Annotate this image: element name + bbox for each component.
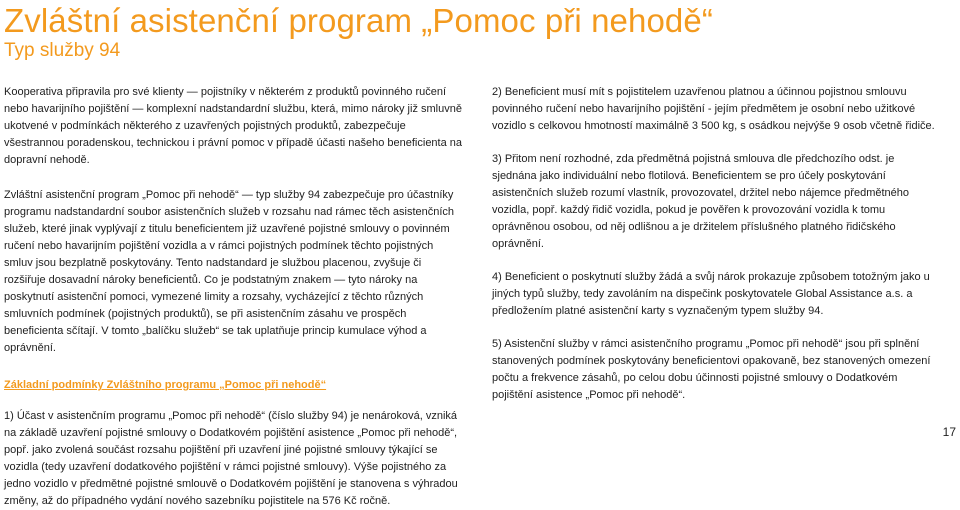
conditions-heading: Základní podmínky Zvláštního programu „Pomoc při nehodě“ [4, 379, 327, 391]
condition-1: 1) Účast v asistenčním programu „Pomoc při nehodě“ (číslo služby 94) je nenároková, vzniká na základě uzavření pojistné smlouvy o Dodatkovém pojištění asistence „Pomoc při nehodě“, popř. jako zvolená součást rozsahu pojištění při uzavření jiné pojistné smlouvy týkající se vozidla (tedy uzavření dodatkového pojištění v rámci pojistné smlouvy). Výše pojistného za jedno vozidlo v předmětné pojistné smlouvě o Dodatkovém pojištění je stanovena s výhradou změny, až do případného vydání nového sazebníku pojistitele na 576 Kč ročně. [4, 410, 458, 507]
intro-paragraph: Kooperativa připravila pro své klienty — pojistníky v některém z produktů povinného ručení nebo havarijního pojištění — komplexní nadstandardní službu, která, mimo nároky již smluvně ukotvené v podmínkách některého z uzavřených pojistných produktů, zabezpečuje všestrannou poradenskou, technickou i právní pomoc v případě účasti našeho beneficienta na dopravní nehodě. [4, 86, 463, 166]
condition-5: 5) Asistenční služby v rámci asistenčního programu „Pomoc při nehodě“ jsou při splnění stanovených podmínek poskytovány beneficientovi opakovaně, bez stanovených omezení počtu a frekvence zásahů, po celou dobu účinnosti pojistné smlouvy o Dodatkovém pojištění asistence „Pomoc při nehodě“. [492, 338, 931, 401]
page-title: Zvláštní asistenční program „Pomoc při nehodě“ [4, 2, 713, 39]
left-column [4, 84, 462, 510]
page-subtitle: Typ služby 94 [4, 40, 121, 61]
condition-3: 3) Přitom není rozhodné, zda předmětná pojistná smlouva dle předchozího odst. je sjednána jako individuální nebo flotilová. Beneficientem se pro účely poskytování asistenčních služeb rozumí vlastník, provozovatel, držitel nebo nájemce předmětného vozidla, popř. každý řidič vozidla, pokud je pověřen k provozování vozidla k tomu oprávněnou osobou, od něj odlišnou a je držitelem příslušného platného řidičského oprávnění. [492, 153, 909, 250]
condition-2: 2) Beneficient musí mít s pojistitelem uzavřenou platnou a účinnou pojistnou smlouvu povinného ručení nebo havarijního pojištění - jejím předmětem je osobní nebo užitkové vozidlo s celkovou hmotností maximálně 3 500 kg, s osádkou nejvýše 9 osob včetně řidiče. [492, 86, 935, 132]
right-column [492, 84, 940, 404]
page-number: 17 [942, 425, 956, 439]
description-paragraph: Zvláštní asistenční program „Pomoc při nehodě“ — typ služby 94 zabezpečuje pro účastníky programu nadstandardní soubor asistenčních služeb v rozsahu nad rámec těch asistenčních služeb, které jinak vyplývají z titulu beneficientem již uzavřené pojistné smlouvy o povinném ručení nebo havarijním pojištění vozidla a v rámci pojistných podmínek těchto pojistných smluv jsou bezplatně poskytovány. Tento nadstandard je službou placenou, zvyšuje či rozšiřuje dosavadní nároky beneficientů. Co je podstatným znakem — tyto nároky na poskytnutí asistenční pomoci, vymezené limity a rozsahy, vycházející z těchto různých smluvních podmínek (pojistných produktů), se při asistenčním zásahu ve prospěch beneficienta sčítají. V tomto „balíčku služeb“ se tak uplatňuje princip kumulace výhod a oprávnění. [4, 189, 455, 354]
condition-4: 4) Beneficient o poskytnutí služby žádá a svůj nárok prokazuje způsobem totožným jako u jiných typů služby, tedy zavoláním na dispečink poskytovatele Global Assistance a.s. a předložením platné asistenční karty s vyznačeným typem služby 94. [492, 271, 930, 317]
